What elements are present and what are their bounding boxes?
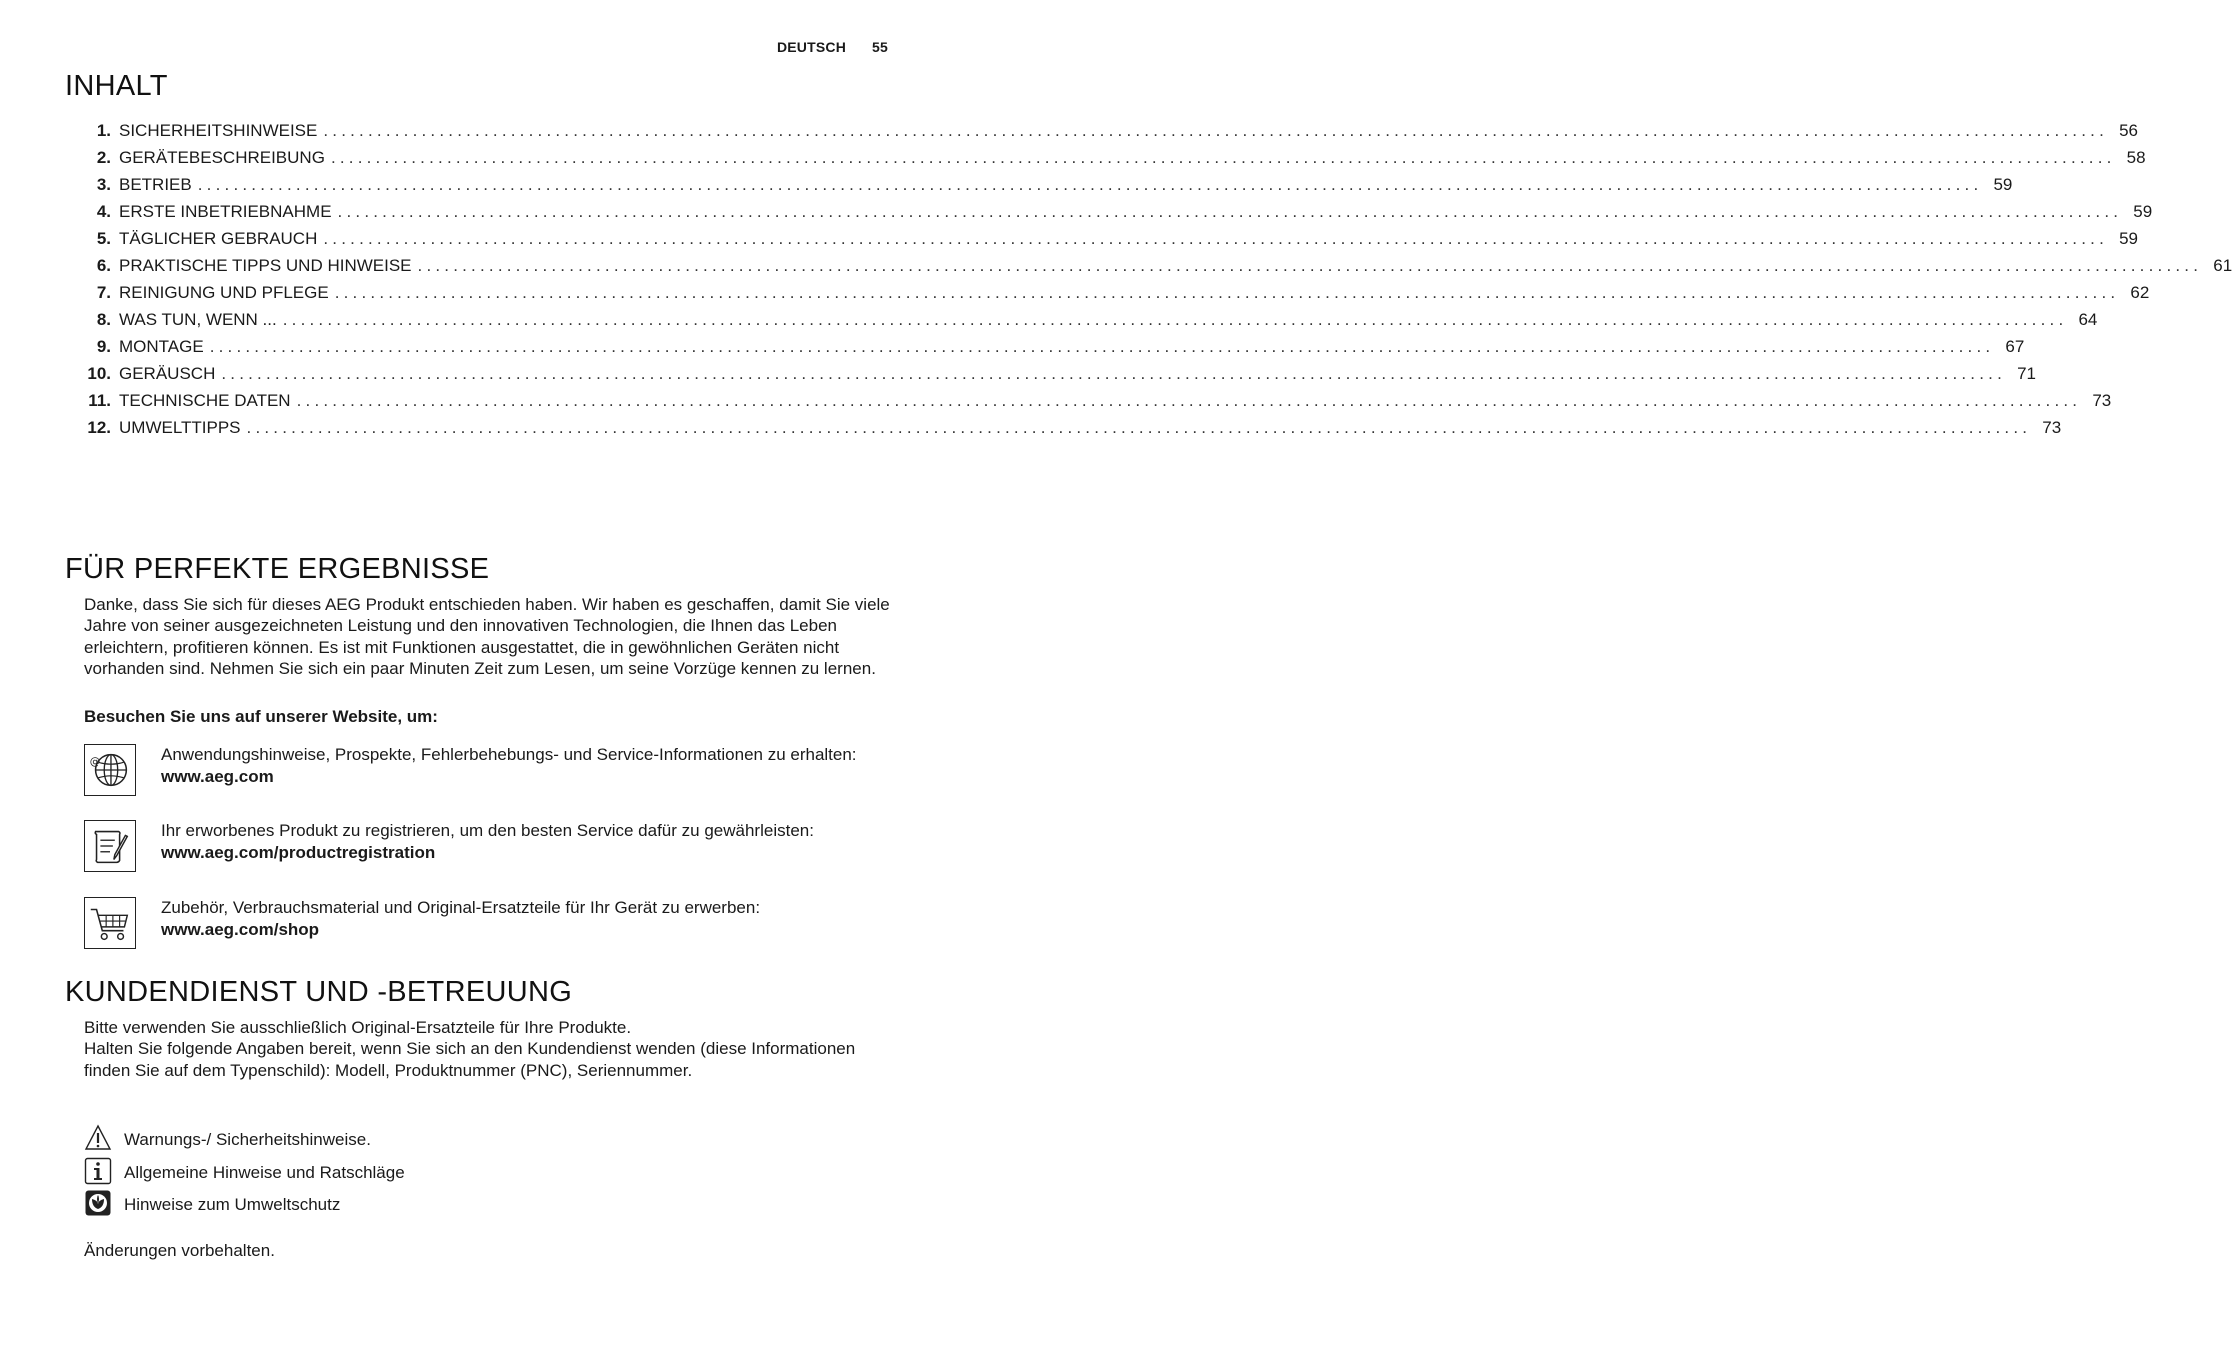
toc-entry[interactable] — [80, 391, 2112, 418]
header-language: DEUTSCH — [776, 39, 847, 55]
toc-entry-title: TÄGLICHER GEBRAUCH — [119, 229, 318, 248]
toc-entry-title: TECHNISCHE DATEN — [119, 391, 291, 410]
toc-entry-title: GERÄUSCH — [119, 364, 216, 383]
info-icon — [84, 1157, 112, 1185]
toc-entry-number: 1. — [96, 121, 111, 140]
section-title-customer-service: KUNDENDIENST UND -BETREUUNG — [65, 976, 573, 1008]
toc-entry-page: 56 — [2119, 121, 2138, 140]
toc-entry-title: SICHERHEITSHINWEISE — [119, 121, 318, 140]
service-description: Anwendungshinweise, Prospekte, Fehlerbehebungs- und Service-Informationen zu erhalten: — [161, 745, 857, 764]
toc-leader-dots: ........................................................................................................................................................................................................ — [246, 418, 2032, 437]
toc-entry[interactable] — [80, 283, 2150, 310]
toc-entry-title: PRAKTISCHE TIPPS UND HINWEISE — [119, 256, 412, 275]
toc-entry[interactable] — [80, 148, 2146, 175]
toc-leader-dots: ........................................................................................................................................................................................................ — [197, 175, 1983, 194]
toc-leader-dots: ........................................................................................................................................................................................................ — [221, 364, 2006, 383]
legend-label: Warnungs-/ Sicherheitshinweise. — [124, 1130, 371, 1149]
legend-label: Allgemeine Hinweise und Ratschläge — [124, 1163, 405, 1182]
page-header — [777, 39, 888, 55]
svg-text:@: @ — [89, 756, 101, 769]
toc-leader-dots: ........................................................................................................................................................................................................ — [330, 148, 2116, 167]
customer-service-line-2: Halten Sie folgende Angaben bereit, wenn Sie sich an den Kundendienst wenden (diese Informationen finden Sie auf dem Typenschild): Modell, Produktnummer (PNC), Seriennummer. — [84, 1039, 856, 1080]
toc-entry[interactable] — [80, 175, 2013, 202]
toc-entry-page: 59 — [1993, 175, 2013, 194]
warning-icon — [84, 1124, 112, 1152]
table-of-contents — [80, 121, 2232, 445]
toc-entry-page: 61 — [2213, 256, 2232, 275]
toc-entry-page: 59 — [2133, 202, 2153, 221]
toc-entry-number: 9. — [96, 337, 111, 356]
service-description: Ihr erworbenes Produkt zu registrieren, um den besten Service dafür zu gewährleisten: — [161, 821, 814, 840]
toc-entry-page: 58 — [2126, 148, 2146, 167]
toc-leader-dots: ........................................................................................................................................................................................................ — [334, 283, 2120, 302]
legend-label: Hinweise zum Umweltschutz — [124, 1195, 341, 1214]
link-product-registration[interactable]: www.aeg.com/productregistration — [161, 842, 436, 862]
section-title-perfect-results: FÜR PERFEKTE ERGEBNISSE — [65, 553, 490, 585]
toc-entry-number: 8. — [96, 310, 111, 329]
toc-entry-page: 59 — [2119, 229, 2139, 248]
toc-entry-title: GERÄTEBESCHREIBUNG — [119, 148, 325, 167]
toc-entry-number: 4. — [96, 202, 111, 221]
intro-paragraph: Danke, dass Sie sich für dieses AEG Produkt entschieden haben. Wir haben es geschaffen, damit Sie viele Jahre von seiner ausgezeichneten Leistung und den innovativen Technologien, die Ihnen das Leben erleichtern, profitieren können. Es ist mit Funktionen ausgestattet, die in gewöhnlichen Geräten nicht vorhanden sind. Nehmen Sie sich ein paar Minuten Zeit zum Lesen, um seine Vorzüge kennen zu lernen. — [84, 595, 890, 678]
toc-entry[interactable] — [80, 337, 2025, 364]
toc-entry-page: 73 — [2092, 391, 2112, 410]
toc-entry-title: BETRIEB — [119, 175, 192, 194]
customer-service-line-1: Bitte verwenden Sie ausschließlich Original-Ersatzteile für Ihre Produkte. — [84, 1018, 632, 1037]
toc-entry-title: MONTAGE — [119, 337, 204, 356]
toc-entry-title: UMWELTTIPPS — [119, 418, 241, 437]
toc-entry-number: 10. — [87, 364, 111, 383]
toc-entry-number: 11. — [88, 391, 111, 410]
toc-entry-title: WAS TUN, WENN ... — [119, 310, 277, 329]
registration-icon — [84, 820, 136, 872]
toc-entry[interactable] — [80, 418, 2062, 445]
toc-entry-title: ERSTE INBETRIEBNAHME — [119, 202, 332, 221]
toc-leader-dots: ........................................................................................................................................................................................................ — [282, 310, 2068, 329]
service-description: Zubehör, Verbrauchsmaterial und Original-Ersatzteile für Ihr Gerät zu erwerben: — [161, 898, 761, 917]
shopping-cart-icon — [84, 897, 136, 949]
toc-entry-number: 2. — [96, 148, 111, 167]
header-page-number: 55 — [872, 39, 888, 55]
globe-icon — [84, 744, 136, 796]
toc-entry-page: 67 — [2005, 337, 2025, 356]
toc-leader-dots: ........................................................................................................................................................................................................ — [323, 229, 2109, 248]
toc-entry-number: 12. — [87, 418, 111, 437]
toc-leader-dots: ........................................................................................................................................................................................................ — [209, 337, 1995, 356]
environment-icon — [84, 1189, 112, 1217]
toc-entry-number: 5. — [96, 229, 111, 248]
toc-entry-page: 71 — [2017, 364, 2036, 383]
toc-entry[interactable] — [80, 229, 2139, 256]
toc-entry-number: 3. — [96, 175, 111, 194]
toc-entry[interactable] — [80, 364, 2036, 391]
toc-entry-number: 6. — [96, 256, 111, 275]
toc-leader-dots: ........................................................................................................................................................................................................ — [323, 121, 2108, 140]
visit-website-label: Besuchen Sie uns auf unserer Website, um: — [84, 707, 438, 726]
toc-entry[interactable] — [80, 121, 2138, 148]
toc-leader-dots: ........................................................................................................................................................................................................ — [417, 256, 2203, 275]
toc-entry-page: 64 — [2078, 310, 2098, 329]
toc-leader-dots: ........................................................................................................................................................................................................ — [296, 391, 2082, 410]
toc-title: INHALT — [65, 70, 168, 102]
toc-entry[interactable] — [80, 310, 2098, 337]
toc-entry[interactable] — [80, 202, 2153, 229]
toc-entry-number: 7. — [96, 283, 111, 302]
toc-leader-dots: ........................................................................................................................................................................................................ — [337, 202, 2123, 221]
toc-entry-title: REINIGUNG UND PFLEGE — [119, 283, 329, 302]
link-aeg-shop[interactable]: www.aeg.com/shop — [161, 919, 320, 939]
link-aeg-com[interactable]: www.aeg.com — [161, 766, 274, 786]
toc-entry[interactable] — [80, 256, 2232, 283]
toc-entry-page: 73 — [2042, 418, 2062, 437]
footer-note: Änderungen vorbehalten. — [84, 1241, 275, 1260]
customer-service-text — [84, 1017, 894, 1081]
toc-entry-page: 62 — [2130, 283, 2150, 302]
